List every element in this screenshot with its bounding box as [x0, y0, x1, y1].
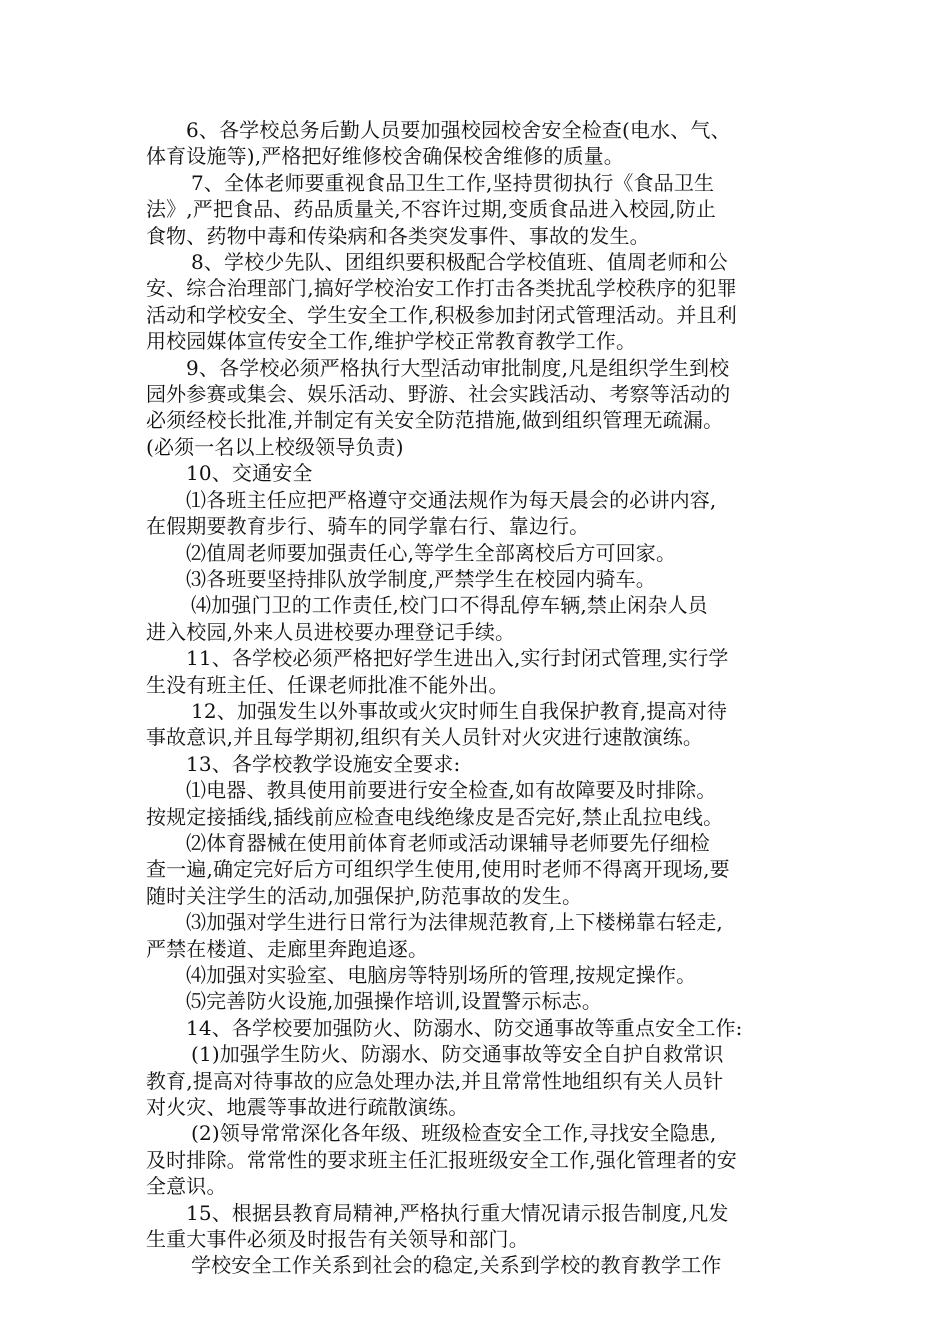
paragraph-line: 对火灾、地震等事故进行疏散演练。: [146, 1095, 469, 1120]
paragraph-p13: [146, 751, 816, 777]
paragraph-line: 教育,提高对待事故的应急处理办法,并且常常性地组织有关人员针: [146, 1068, 724, 1093]
paragraph-line: 12、加强发生以外事故或火灾时师生自我保护教育,提高对待: [191, 698, 728, 723]
paragraph-p13-1: [146, 777, 816, 830]
paragraph-line: ⑴电器、教具使用前要进行安全检查,如有故障要及时排除。: [186, 778, 717, 803]
paragraph-line: 法》,严把食品、药品质量关,不容许过期,变质食品进入校园,防止: [146, 197, 717, 222]
paragraph-p-closing: [146, 1252, 816, 1278]
paragraph-p8: [146, 249, 816, 355]
paragraph-line: 必须经校长批准,并制定有关安全防范措施,做到组织管理无疏漏。: [146, 408, 724, 433]
paragraph-p13-2: [146, 830, 816, 909]
paragraph-p7: [146, 170, 816, 249]
paragraph-line: ⑷加强对实验室、电脑房等特别场所的管理,按规定操作。: [186, 963, 697, 987]
paragraph-p14-2: [146, 1120, 816, 1199]
document-body: [146, 117, 816, 1279]
paragraph-line: 严禁在楼道、走廊里奔跑追逐。: [146, 936, 429, 961]
paragraph-line: 事故意识,并且每学期初,组织有关人员针对火灾进行速散演练。: [146, 725, 704, 750]
paragraph-line: 13、各学校教学设施安全要求:: [186, 751, 461, 776]
paragraph-line: (必须一名以上校级领导负责): [146, 434, 404, 459]
paragraph-line: 6、各学校总务后勤人员要加强校园校舍安全检查(电水、气、: [186, 118, 731, 142]
paragraph-line: (1)加强学生防火、防溺水、防交通事故等安全自护自救常识: [191, 1042, 724, 1067]
paragraph-p14: [146, 1015, 816, 1041]
paragraph-p10-3: [146, 566, 816, 592]
paragraph-p13-4: [146, 962, 816, 988]
paragraph-line: 体育设施等),严格把好维修校舍确保校舍维修的质量。: [146, 144, 624, 169]
paragraph-line: 7、全体老师要重视食品卫生工作,坚持贯彻执行《食品卫生: [191, 170, 715, 195]
paragraph-line: ⑷加强门卫的工作责任,校门口不得乱停车辆,禁止闲杂人员: [191, 593, 708, 618]
paragraph-p10: [146, 460, 816, 486]
paragraph-line: ⑶加强对学生进行日常行为法律规范教育,上下楼梯靠右轻走,: [186, 910, 723, 935]
paragraph-line: 进入校园,外来人员进校要办理登记手续。: [146, 619, 516, 644]
paragraph-line: ⑶各班要坚持排队放学制度,严禁学生在校园内骑车。: [186, 566, 656, 591]
paragraph-line: ⑵值周老师要加强责任心,等学生全部离校后方可回家。: [186, 540, 677, 565]
paragraph-p13-3: [146, 909, 816, 962]
paragraph-p9: [146, 355, 816, 461]
paragraph-line: 生没有班主任、任课老师批准不能外出。: [146, 672, 509, 697]
paragraph-line: 按规定接插线,插线前应检查电线绝缘皮是否完好,禁止乱拉电线。: [146, 804, 724, 829]
paragraph-line: 随时关注学生的活动,加强保护,防范事故的发生。: [146, 883, 583, 908]
paragraph-line: 及时排除。常常性的要求班主任汇报班级安全工作,强化管理者的安: [146, 1147, 737, 1172]
paragraph-line: 查一遍,确定完好后方可组织学生使用,使用时老师不得离开现场,要: [146, 857, 730, 882]
paragraph-line: 9、各学校必须严格执行大型活动审批制度,凡是组织学生到校: [186, 355, 730, 380]
paragraph-line: 食物、药物中毒和传染病和各类突发事件、事故的发生。: [146, 223, 650, 248]
paragraph-p10-1: [146, 487, 816, 540]
paragraph-p10-4: [146, 592, 816, 645]
paragraph-p6: [146, 117, 816, 170]
paragraph-line: 11、各学校必须严格把好学生进出入,实行封闭式管理,实行学: [186, 646, 729, 671]
paragraph-line: 8、学校少先队、团组织要积极配合学校值班、值周老师和公: [191, 250, 728, 275]
paragraph-line: 活动和学校安全、学生安全工作,积极参加封闭式管理活动。并且利: [146, 302, 737, 327]
paragraph-p14-1: [146, 1041, 816, 1120]
paragraph-line: ⑸完善防火设施,加强操作培训,设置警示标志。: [186, 989, 603, 1014]
paragraph-line: 15、根据县教育局精神,严格执行重大情况请示报告制度,凡发: [186, 1200, 729, 1225]
paragraph-line: 14、各学校要加强防火、防溺水、防交通事故等重点安全工作:: [186, 1015, 743, 1040]
paragraph-line: 用校园媒体宣传安全工作,维护学校正常教育教学工作。: [146, 329, 637, 354]
paragraph-line: 安、综合治理部门,搞好学校治安工作打击各类扰乱学校秩序的犯罪: [146, 276, 737, 301]
paragraph-line: (2)领导常常深化各年级、班级检查安全工作,寻找安全隐患,: [191, 1121, 717, 1146]
paragraph-line: 生重大事件必须及时报告有关领导和部门。: [146, 1227, 529, 1252]
paragraph-p12: [146, 698, 816, 751]
paragraph-p10-2: [146, 540, 816, 566]
paragraph-p15: [146, 1200, 816, 1253]
paragraph-line: 在假期要教育步行、骑车的同学靠右行、靠边行。: [146, 514, 590, 539]
paragraph-p13-5: [146, 988, 816, 1014]
paragraph-line: 10、交通安全: [186, 461, 313, 486]
paragraph-line: 学校安全工作关系到社会的稳定,关系到学校的教育教学工作: [191, 1253, 722, 1278]
paragraph-line: ⑵体育器械在使用前体育老师或活动课辅导老师要先仔细检: [186, 830, 710, 855]
paragraph-line: 园外参赛或集会、娱乐活动、野游、社会实践活动、考察等活动的: [146, 382, 731, 407]
paragraph-line: ⑴各班主任应把严格遵守交通法规作为每天晨会的必讲内容,: [186, 487, 717, 512]
paragraph-line: 全意识。: [146, 1174, 227, 1199]
paragraph-p11: [146, 645, 816, 698]
